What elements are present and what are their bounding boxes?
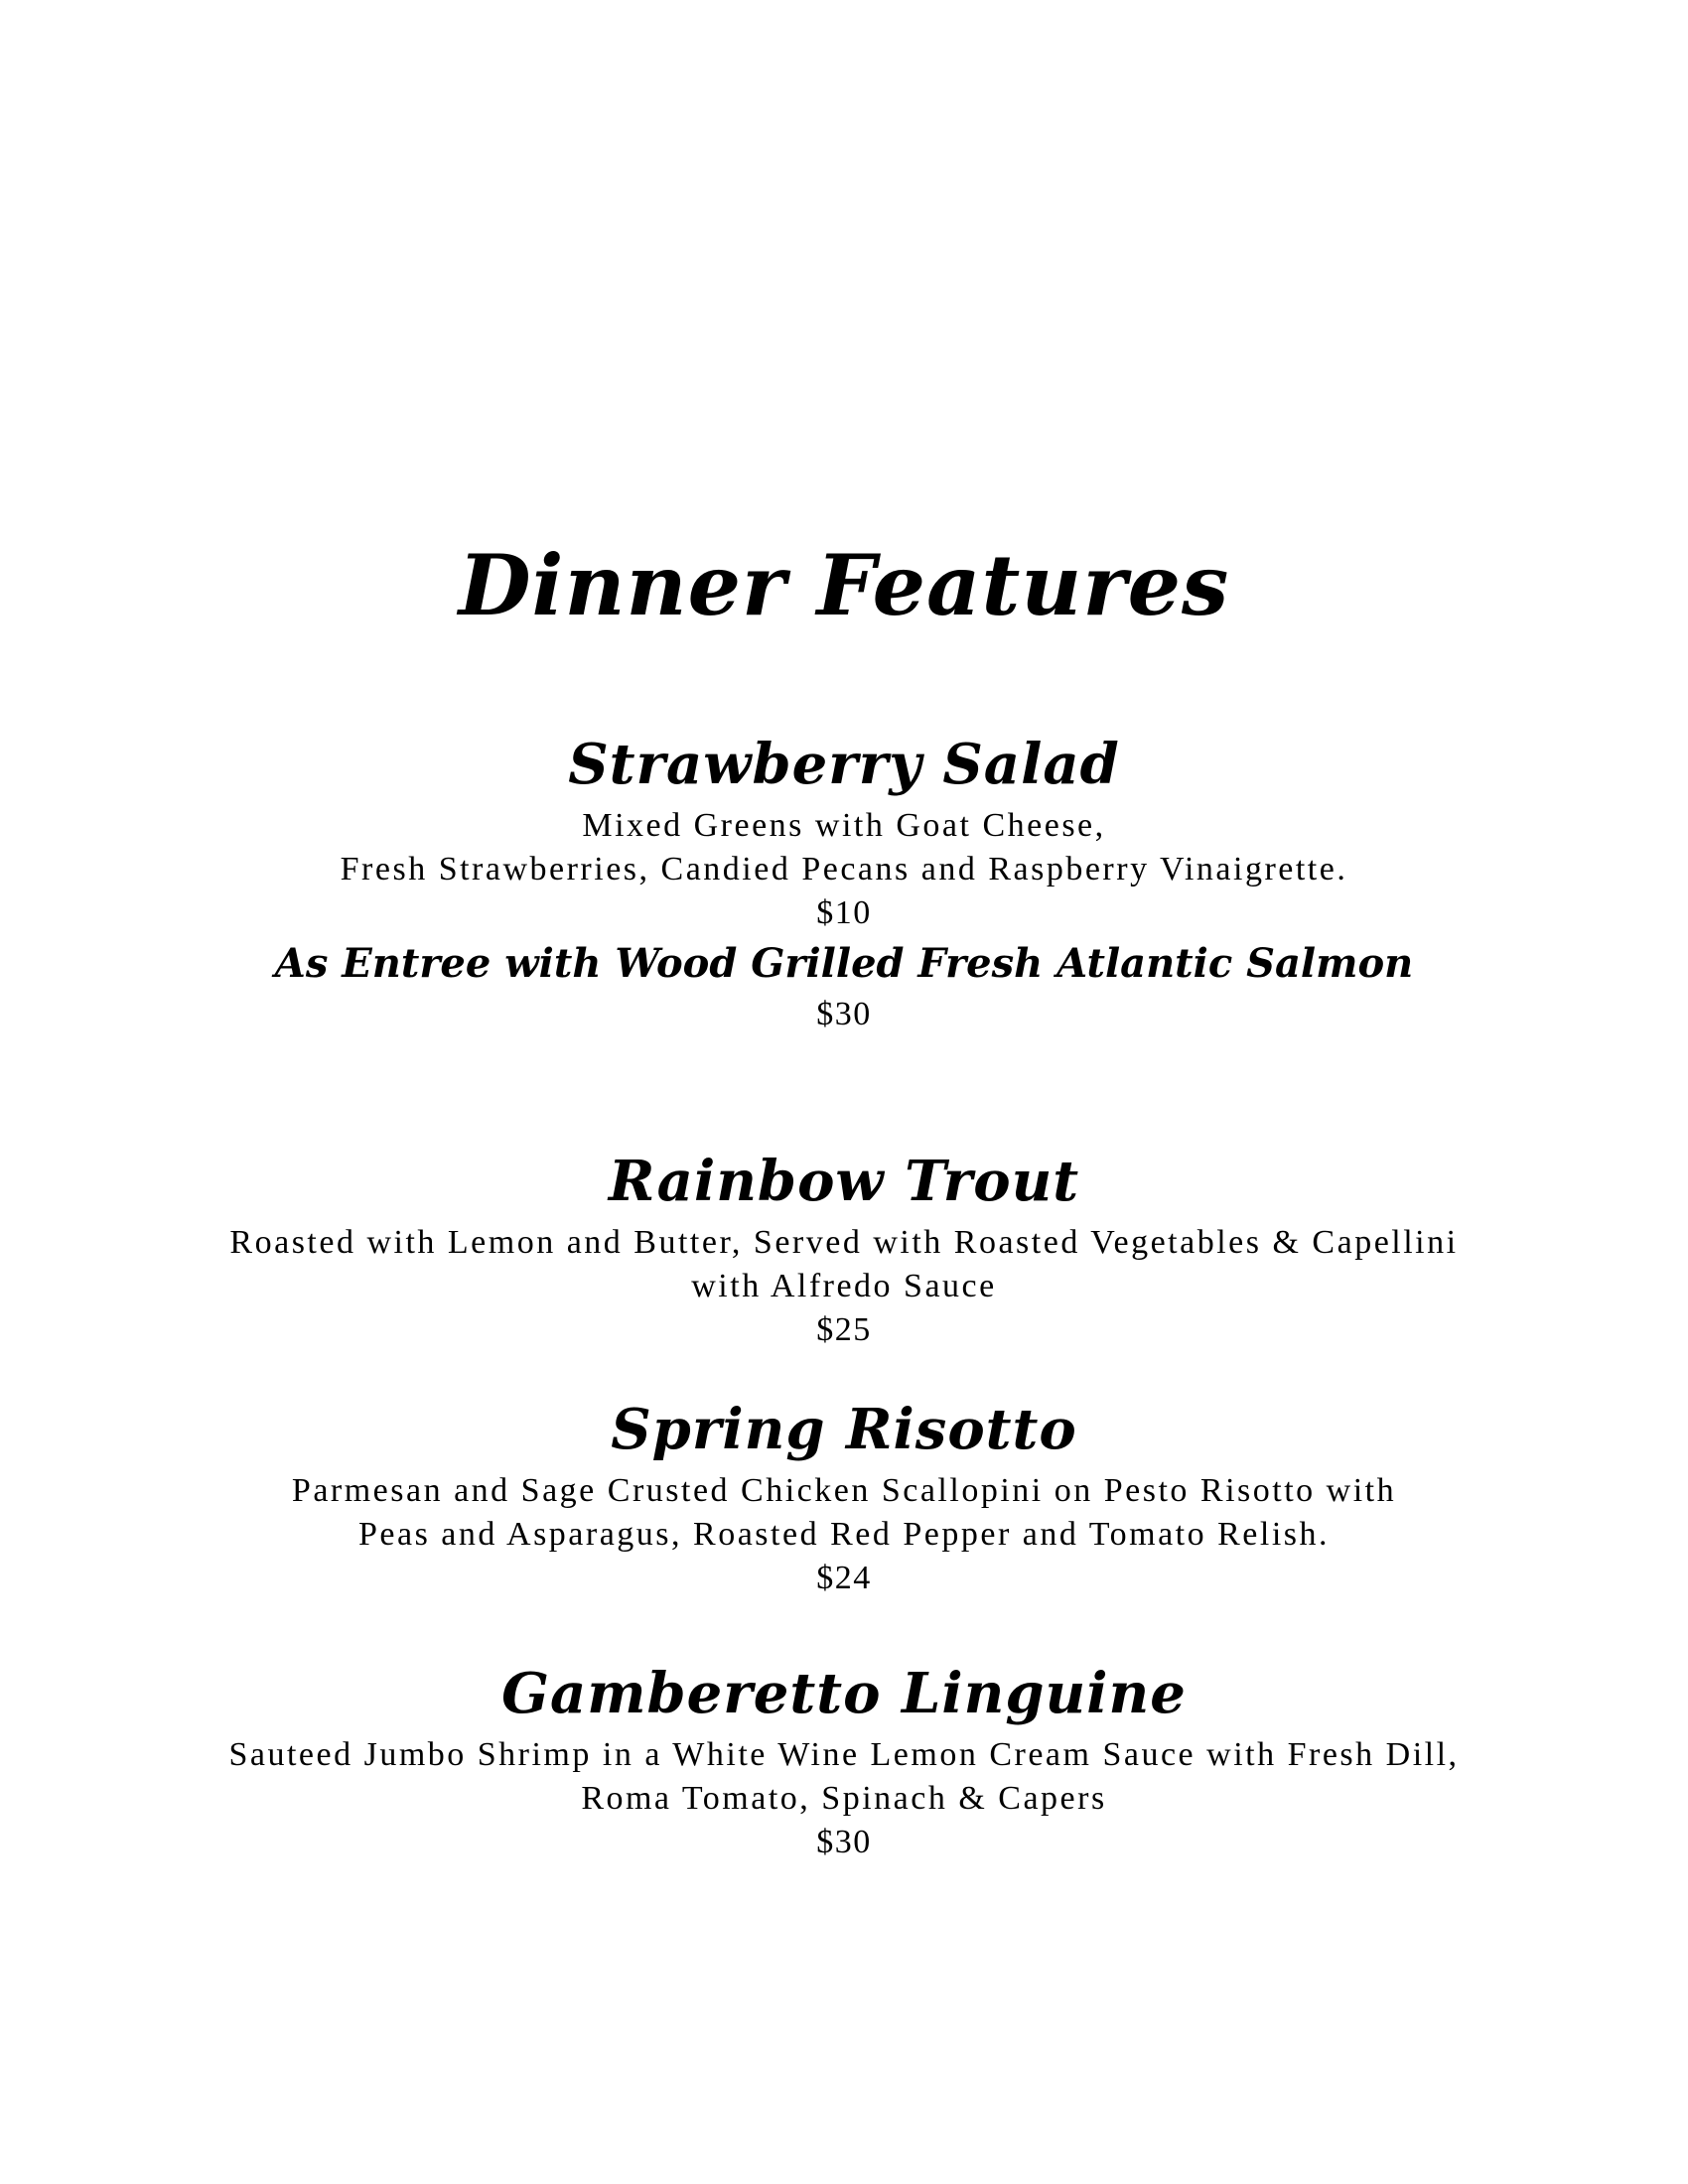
dish-description-line: Roma Tomato, Spinach & Capers (581, 1780, 1107, 1817)
dish-price: $10 (816, 894, 872, 931)
dish-description-line: Fresh Strawberries, Candied Pecans and Raspberry Vinaigrette. (340, 851, 1348, 887)
dish-name: Rainbow Trout (608, 1149, 1080, 1214)
dish-name: Gamberetto Linguine (501, 1661, 1187, 1726)
page-title: Dinner Features (458, 536, 1230, 634)
entree-option: As Entree with Wood Grilled Fresh Atlantic Salmon (274, 940, 1414, 987)
dish-rainbow-trout (0, 1142, 1688, 1352)
entree-price: $30 (816, 996, 872, 1032)
dish-description-line: Mixed Greens with Goat Cheese, (582, 807, 1106, 844)
dish-description-line: Roasted with Lemon and Butter, Served with Roasted Vegetables & Capellini (229, 1224, 1459, 1261)
dish-strawberry-salad (0, 725, 1688, 1036)
dish-description-line: Sauteed Jumbo Shrimp in a White Wine Lemon Cream Sauce with Fresh Dill, (228, 1736, 1460, 1773)
dish-description-line: Peas and Asparagus, Roasted Red Pepper and Tomato Relish. (357, 1516, 1331, 1553)
dish-description-line: Parmesan and Sage Crusted Chicken Scallopini on Pesto Risotto with (291, 1472, 1397, 1509)
dish-price: $24 (816, 1560, 872, 1596)
dish-description-line: with Alfredo Sauce (691, 1268, 997, 1304)
dish-name: Spring Risotto (611, 1397, 1077, 1462)
dish-name: Strawberry Salad (568, 732, 1120, 797)
dish-price: $25 (816, 1311, 872, 1348)
dish-gamberetto-linguine (0, 1654, 1688, 1864)
dish-price: $30 (816, 1824, 872, 1860)
dish-spring-risotto (0, 1390, 1688, 1600)
